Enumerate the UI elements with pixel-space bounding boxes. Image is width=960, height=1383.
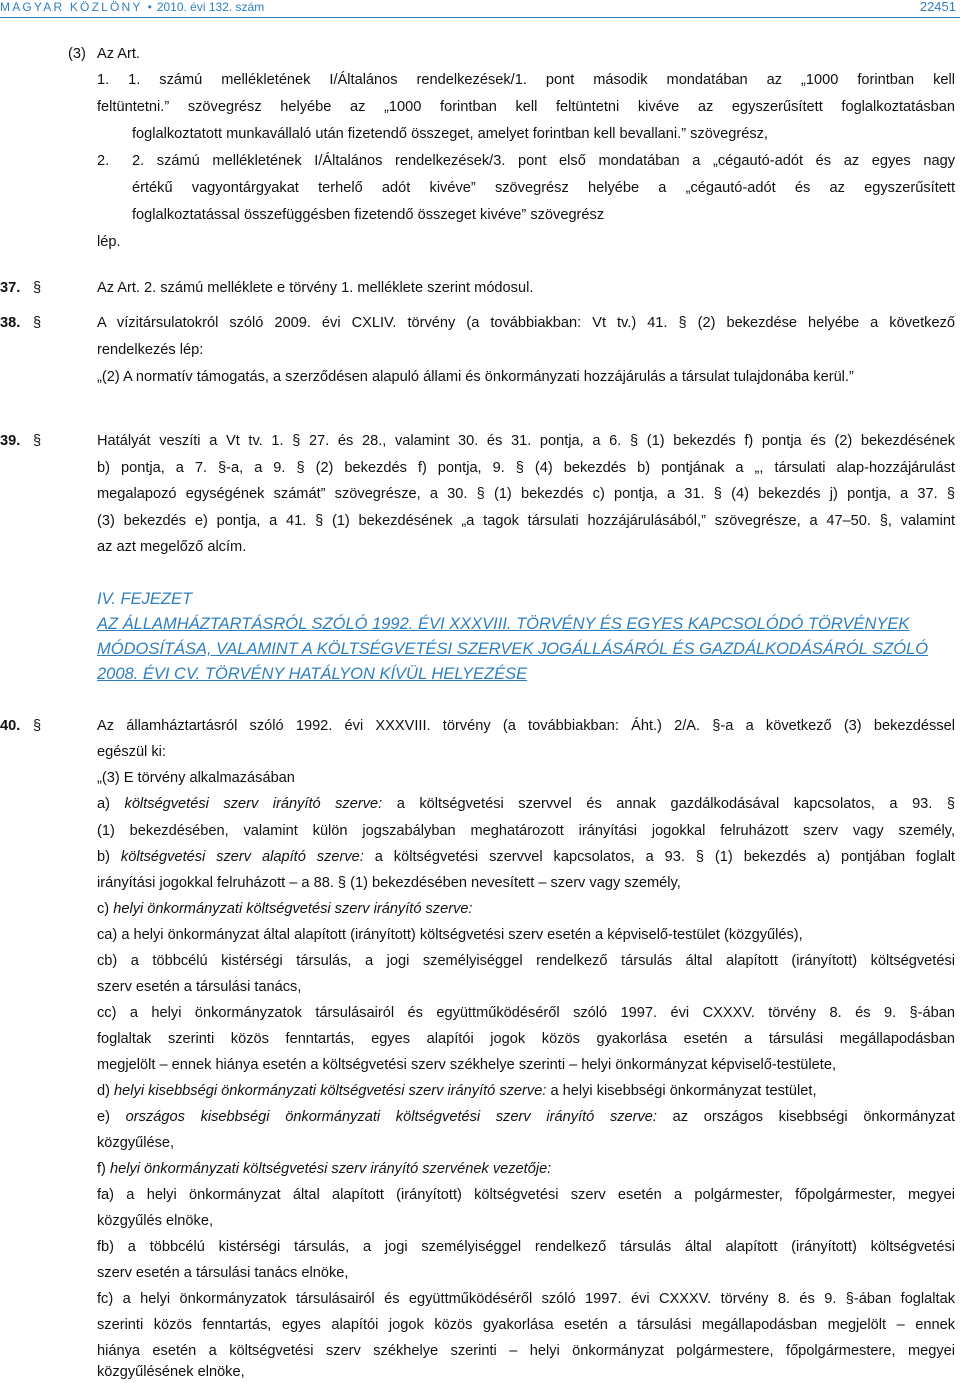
item-f-term: helyi önkormányzati költségvetési szerv irányító szervének vezetője: (109, 1161, 552, 1177)
header-bullet: • (147, 0, 152, 14)
issue-label: 2010. évi 132. szám (156, 0, 265, 14)
publication-header (0, 0, 264, 14)
point-1-line-1: 1. 1. számú mellékletének I/Általános rendelkezések/1. pont második mondatában az „1000 forintban kell (97, 72, 955, 88)
item-c-term: helyi önkormányzati költségvetési szerv irányító szerve: (113, 901, 473, 917)
item-d-rest: a helyi kisebbségi önkormányzat testület, (550, 1083, 817, 1099)
item-fa-line-2: közgyűlés elnöke, (97, 1213, 214, 1229)
item-b-marker: b) (97, 849, 110, 865)
point-2-number: 2. (97, 153, 110, 169)
item-d-term: helyi kisebbségi önkormányzati költségvetési szerv irányító szerve: (114, 1083, 547, 1099)
item-e-marker: e) (97, 1109, 110, 1125)
section-38-line-3: „(2) A normatív támogatás, a szerződésen alapuló állami és önkormányzati hozzájárulás a társulat tulajdonába kerül.” (97, 369, 854, 385)
section-39-line-5: az azt megelőző alcím. (97, 539, 247, 555)
publication-name: MAGYAR KÖZLÖNY (0, 0, 143, 14)
item-cb-line-2: szerv esetén a társulási tanács, (97, 979, 302, 995)
point-2-line-1: 2. számú mellékletének I/Általános rendelkezések/3. pont első mondatában a „cégautó-adót és az egyes nagy (132, 153, 955, 169)
section-40-line-2: egészül ki: (97, 744, 166, 760)
item-b-line-2: irányítási jogokkal felruházott – a 88. § (1) bekezdésében nevesített – szerv vagy személy, (97, 875, 681, 891)
section-39-line-4: (3) bekezdés e) pontja, a 41. § (1) bekezdésének „a tagok társulati hozzájárulásából,” szövegrésze, a 47–50. §, valamint (97, 513, 955, 529)
item-e-rest: az országos kisebbségi önkormányzat (672, 1109, 955, 1125)
header-rule (0, 17, 960, 18)
item-c-marker: c) (97, 901, 110, 917)
item-a-line-1 (97, 794, 955, 814)
section-38-number: 38. (0, 315, 21, 331)
subsection-label: (3) (68, 46, 86, 62)
section-39-line-2: b) pontja, a 7. §-a, a 9. § (2) bekezdés f) pontja, 9. § (4) bekezdés b) pontjának a „, társulati alap-hozzájárulást (97, 460, 955, 476)
item-c-line (97, 899, 473, 919)
item-b-rest: a költségvetési szervvel kapcsolatos, a 93. § (1) bekezdés a) pontjában foglalt (374, 849, 955, 865)
section-40-sign: § (33, 718, 42, 734)
item-a-line-2: (1) bekezdésében, valamint külön jogszabályban meghatározott irányítási jogokkal felruházott szerv vagy személy, (97, 823, 955, 839)
item-f-marker: f) (97, 1161, 106, 1177)
item-e-line-1 (97, 1107, 955, 1127)
item-fb-line-1: fb) a többcélú kistérségi társulás, a jogi személyiséggel rendelkező társulás által alapított (irányított) költségvetési (97, 1239, 955, 1255)
item-e-term: országos kisebbségi önkormányzati költségvetési szerv irányító szerve: (125, 1109, 657, 1125)
section-39-sign: § (33, 433, 42, 449)
page-header (0, 0, 960, 16)
item-a-term: költségvetési szerv irányító szerve: (124, 796, 383, 812)
point-2-line-2: értékű vagyontárgyakat terhelő adót kivéve” szövegrész helyébe a „cégautó-adót és az egyszerűsített (132, 180, 955, 196)
item-fb-line-2: szerv esetén a társulási tanács elnöke, (97, 1265, 349, 1281)
section-40-line-1: Az államháztartásról szóló 1992. évi XXXVIII. törvény (a továbbiakban: Áht.) 2/A. §-a a következő (3) bekezdéssel (97, 718, 955, 734)
item-cc-line-2: foglaltak szerinti közös fenntartás, egyes alapítói jogok közös gyakorlása esetén a társulási megállapodásban (97, 1031, 955, 1047)
section-37-sign: § (33, 280, 42, 296)
chapter-title-line-3: 2008. ÉVI CV. TÖRVÉNY HATÁLYON KÍVÜL HELYEZÉSE (97, 665, 528, 683)
item-fa-line-1: fa) a helyi önkormányzat által alapított (irányított) költségvetési szerv esetén a polgármester, főpolgármester, megyei (97, 1187, 955, 1203)
item-e-line-2: közgyűlése, (97, 1135, 175, 1151)
page-number: 22451 (919, 0, 956, 14)
subsection-text: Az Art. (97, 46, 140, 62)
chapter-number: IV. FEJEZET (97, 590, 193, 608)
item-f-line (97, 1159, 551, 1179)
item-d-line (97, 1081, 817, 1101)
section-40-line-3: „(3) E törvény alkalmazásában (97, 770, 295, 786)
section-38-line-1: A vízitársulatokról szóló 2009. évi CXLIV. törvény (a továbbiakban: Vt tv.) 41. § (2) bekezdése helyébe a következő (97, 315, 955, 331)
item-ca-line: ca) a helyi önkormányzat által alapított (irányított) költségvetési szerv esetén a képviselő-testület (közgyűlés), (97, 927, 803, 943)
item-fc-line-4: közgyűlésének elnöke, (97, 1364, 245, 1380)
item-a-rest: a költségvetési szervvel és annak gazdálkodásával kapcsolatos, a 93. § (396, 796, 955, 812)
item-b-line-1 (97, 847, 955, 867)
chapter-title-line-1: AZ ÁLLAMHÁZTARTÁSRÓL SZÓLÓ 1992. ÉVI XXXVIII. TÖRVÉNY ÉS EGYES KAPCSOLÓDÓ TÖRVÉNYEK (97, 615, 910, 633)
chapter-title-line-2: MÓDOSÍTÁSA, VALAMINT A KÖLTSÉGVETÉSI SZERVEK JOGÁLLÁSÁRÓL ÉS GAZDÁLKODÁSÁRÓL SZÓLÓ (97, 640, 929, 658)
lep-text: lép. (97, 234, 121, 250)
item-fc-line-1: fc) a helyi önkormányzatok társulásairól és együttműködéséről szóló 1997. évi CXXXV. törvény 8. és 9. §-ában foglaltak (97, 1291, 955, 1307)
item-d-marker: d) (97, 1083, 110, 1099)
section-39-number: 39. (0, 433, 21, 449)
item-fc-line-3: hiánya esetén a költségvetési szerv székhelye szerinti – helyi önkormányzat polgármestere, főpolgármestere, megyei (97, 1343, 955, 1359)
point-1-line-3: foglalkoztatott munkavállaló után fizetendő összeget, amelyet forintban kell bevallani.” szövegrész, (132, 126, 768, 142)
section-37-text: Az Art. 2. számú melléklete e törvény 1. melléklete szerint módosul. (97, 280, 534, 296)
item-fc-line-2: szerinti közös fenntartás, egyes alapítói jogok közös gyakorlása esetén a társulási megállapodásban megjelölt – ennek (97, 1317, 955, 1333)
section-38-sign: § (33, 315, 42, 331)
item-cc-line-1: cc) a helyi önkormányzatok társulásairól és együttműködéséről szóló 1997. évi CXXXV. törvény 8. és 9. §-ában (97, 1005, 955, 1021)
point-1-line-2: feltüntetni.” szövegrész helyébe az „1000 forintban kell feltüntetni kivéve az egyszerűsített foglalkoztatásban (97, 99, 955, 115)
section-38-line-2: rendelkezés lép: (97, 342, 204, 358)
item-a-marker: a) (97, 796, 110, 812)
section-37-number: 37. (0, 280, 21, 296)
section-40-number: 40. (0, 718, 21, 734)
point-2-line-3: foglalkoztatással összefüggésben fizetendő összeget kivéve” szövegrész (132, 207, 605, 223)
item-b-term: költségvetési szerv alapító szerve: (120, 849, 364, 865)
section-39-line-1: Hatályát veszíti a Vt tv. 1. § 27. és 28., valamint 30. és 31. pontja, a 6. § (1) bekezdés f) pontja és (2) bekezdésének (97, 433, 955, 449)
item-cb-line-1: cb) a többcélú kistérségi társulás, a jogi személyiséggel rendelkező társulás által alapított (irányított) költségvetési (97, 953, 955, 969)
item-cc-line-3: megjelölt – ennek hiánya esetén a költségvetési szerv székhelye szerinti – helyi önkormányzat képviselő-testülete, (97, 1057, 836, 1073)
section-39-line-3: megalapozó egységének számát” szövegrésze, a 30. § (1) bekezdés c) pontja, a 31. § (4) bekezdés j) pontja, a 37. § (97, 486, 955, 502)
